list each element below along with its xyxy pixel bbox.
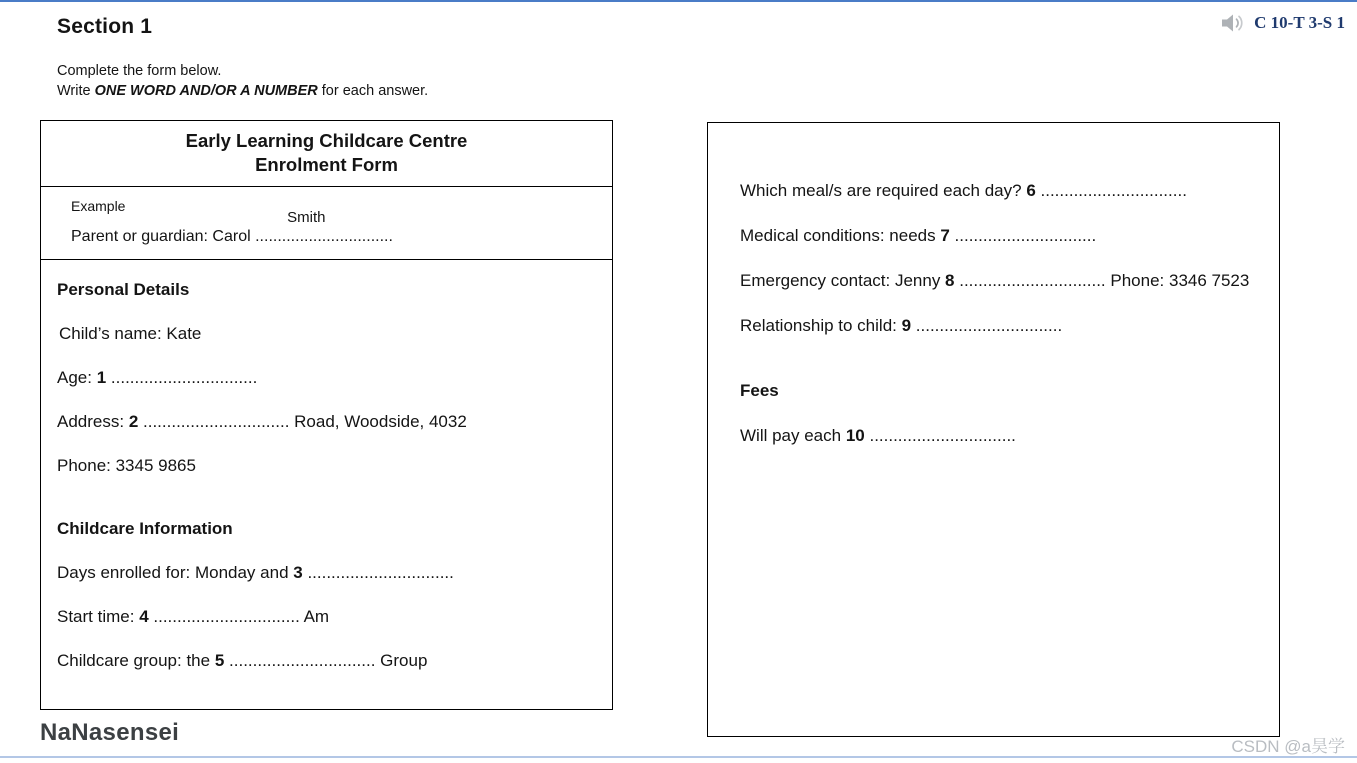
instructions — [57, 61, 428, 101]
form-line-days — [57, 563, 602, 583]
instruction-suffix: for each answer. — [317, 83, 429, 99]
audio-track-label: C 10-T 3-S 1 — [1254, 13, 1345, 32]
form-body-left — [41, 260, 612, 671]
instruction-line-1: Complete the form below. — [57, 63, 222, 79]
example-label: Example — [71, 198, 126, 214]
example-dots-wrap — [255, 209, 393, 245]
page-title: Section 1 — [57, 15, 153, 38]
form-line-meals — [740, 181, 1269, 201]
answer-blank-8: ............................... Phone: 3346 7523 — [954, 271, 1250, 290]
line-text: Emergency contact: Jenny — [740, 271, 946, 290]
form-title-line-2: Enrolment Form — [255, 154, 398, 175]
section-header-personal-details: Personal Details — [57, 280, 190, 299]
form-line-emergency — [740, 271, 1269, 291]
form-line-fees — [740, 426, 1269, 446]
top-accent-rule — [0, 0, 1357, 2]
enrolment-form-box-left — [40, 120, 613, 710]
speaker-icon[interactable] — [1219, 10, 1247, 36]
instruction-prefix: Write — [57, 83, 95, 99]
line-text: Will pay each — [740, 426, 846, 445]
form-line-start-time — [57, 607, 602, 627]
example-text: Parent or guardian: Carol — [71, 228, 256, 245]
form-line-phone: Phone: 3345 9865 — [57, 456, 196, 475]
blank-number-2: 2 — [128, 412, 139, 431]
line-text: Childcare group: the — [57, 651, 215, 670]
line-text: Age: — [57, 368, 97, 387]
instruction-line-2 — [57, 81, 428, 101]
form-body-right — [708, 123, 1279, 446]
instruction-emphasis: ONE WORD AND/OR A NUMBER — [94, 83, 318, 99]
answer-blank-5: ............................... Group — [224, 651, 428, 670]
line-text: Which meal/s are required each day? — [740, 181, 1027, 200]
answer-blank-7: .............................. — [949, 226, 1097, 245]
answer-blank-4: ............................... Am — [148, 607, 330, 626]
csdn-watermark: CSDN @a昊学 — [1231, 737, 1345, 756]
form-title — [41, 121, 612, 187]
example-block — [41, 187, 612, 260]
form-line-address — [57, 412, 602, 432]
blank-number-10: 10 — [845, 426, 865, 445]
section-header-childcare-information: Childcare Information — [57, 519, 233, 538]
line-text: Start time: — [57, 607, 140, 626]
bottom-accent-rule — [0, 756, 1357, 758]
site-logo: NaNasensei — [40, 719, 180, 746]
blank-number-3: 3 — [293, 563, 303, 582]
form-line-relationship — [740, 316, 1269, 336]
blank-number-4: 4 — [139, 607, 149, 626]
form-line-medical — [740, 226, 1269, 246]
enrolment-form-box-right — [707, 122, 1280, 737]
line-text: Relationship to child: — [740, 316, 902, 335]
line-text: Medical conditions: needs — [740, 226, 941, 245]
form-line-child-name: Child’s name: Kate — [59, 324, 202, 343]
answer-blank-6: ............................... — [1035, 181, 1187, 200]
example-answer: Smith — [287, 209, 326, 226]
example-line — [71, 209, 612, 246]
answer-blank-9: ............................... — [911, 316, 1063, 335]
form-line-group — [57, 651, 602, 671]
blank-number-9: 9 — [901, 316, 912, 335]
line-text: Days enrolled for: Monday and — [57, 563, 294, 582]
answer-blank-2: ............................... Road, Woodside, 4032 — [138, 412, 467, 431]
example-dots: ............................... — [255, 228, 393, 245]
answer-blank-3: ............................... — [302, 563, 454, 582]
answer-blank-1: ............................... — [106, 368, 258, 387]
blank-number-1: 1 — [96, 368, 107, 387]
blank-number-5: 5 — [214, 651, 225, 670]
blank-number-6: 6 — [1026, 181, 1036, 200]
blank-number-8: 8 — [945, 271, 955, 290]
blank-number-7: 7 — [940, 226, 950, 245]
answer-blank-10: ............................... — [864, 426, 1016, 445]
section-header-fees: Fees — [740, 381, 779, 400]
form-line-age — [57, 368, 602, 388]
form-title-line-1: Early Learning Childcare Centre — [185, 130, 468, 151]
line-text: Address: — [57, 412, 129, 431]
audio-block — [1219, 10, 1345, 36]
